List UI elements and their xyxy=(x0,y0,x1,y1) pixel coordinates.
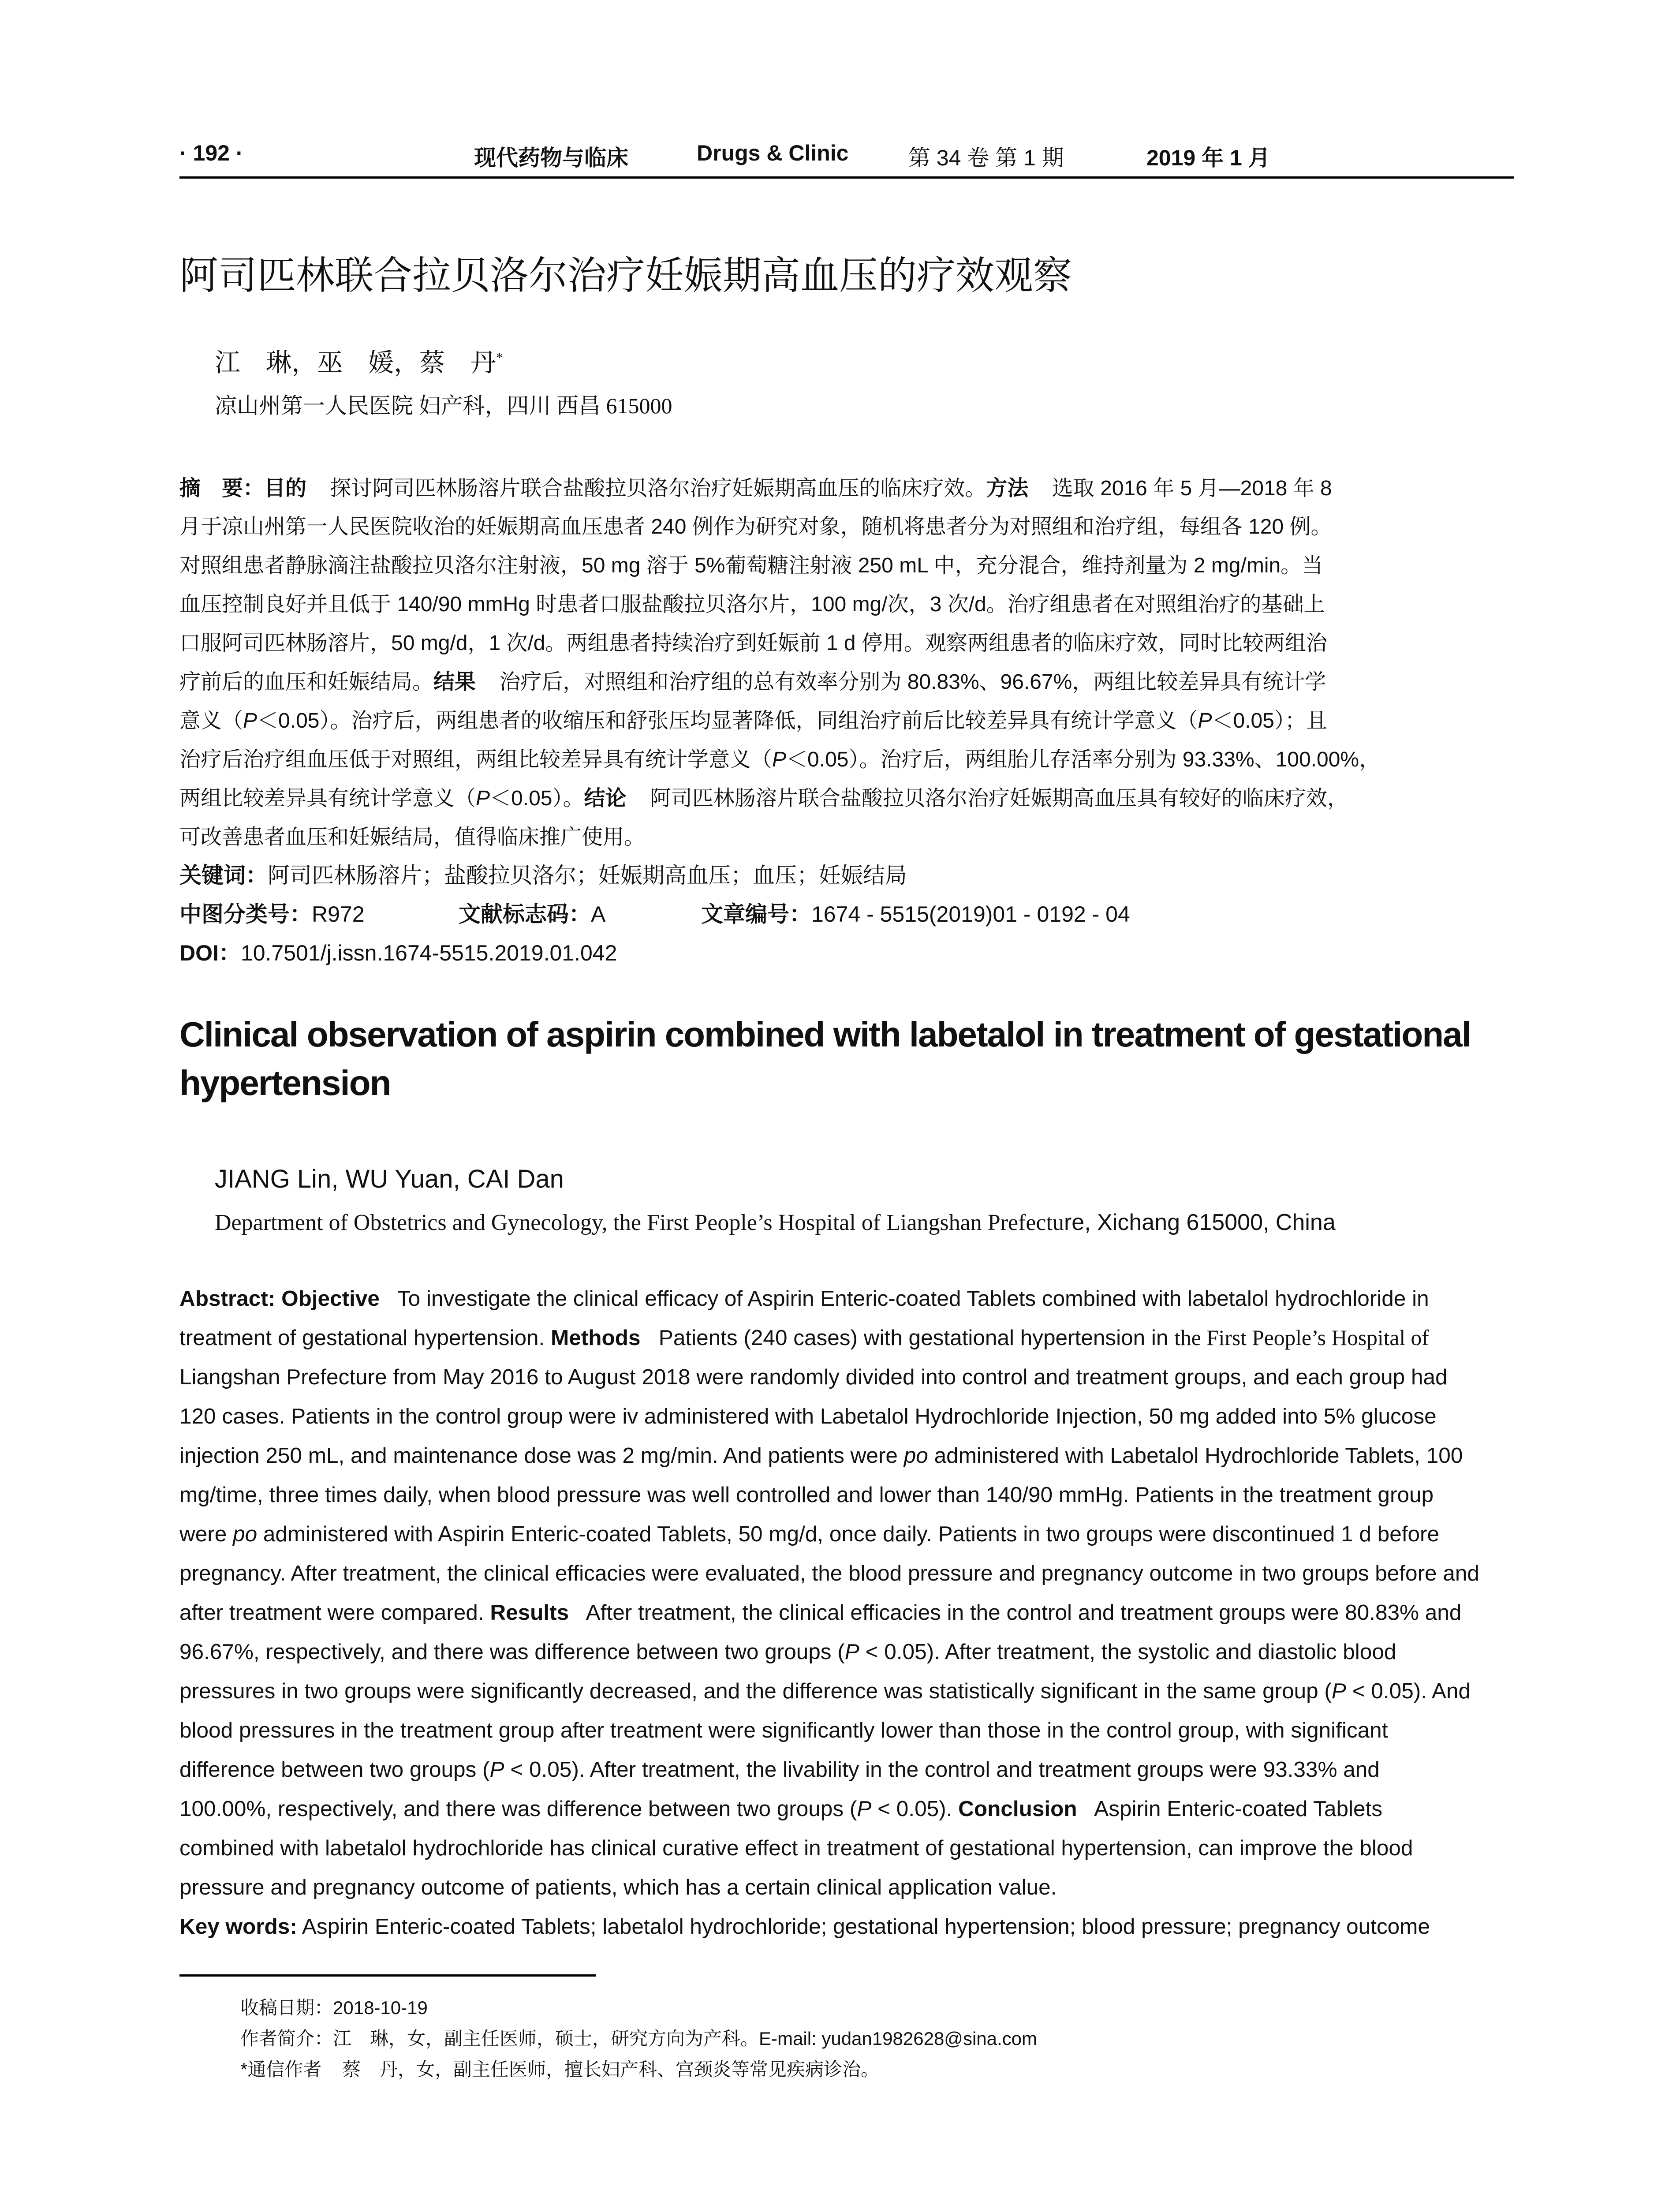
cn-keywords xyxy=(179,858,907,889)
cn-results-label: 结果 xyxy=(433,670,476,694)
cn-conclusion-label: 结论 xyxy=(584,787,627,810)
cn-title: 阿司匹林联合拉贝洛尔治疗妊娠期高血压的疗效观察 xyxy=(179,253,1072,298)
cn-keywords-text: 阿司匹林肠溶片；盐酸拉贝洛尔；妊娠期高血压；血压；妊娠结局 xyxy=(268,863,907,888)
en-methods-label: Methods xyxy=(551,1326,641,1350)
en-abstract-label: Abstract: xyxy=(179,1286,276,1311)
cn-author-names: 江 琳，巫 媛，蔡 丹 xyxy=(215,348,497,377)
cn-abstract-line: 血压控制良好并且低于 140/90 mmHg 时患者口服盐酸拉贝洛尔片，100 mg/次，3 次/d。治疗组患者在对照组治疗的基础上 xyxy=(179,593,1325,616)
cn-abstract-line: 摘 要：目的 探讨阿司匹林肠溶片联合盐酸拉贝洛尔治疗妊娠期高血压的临床疗效。方法 选取 2016 年 5 月—2018 年 8 xyxy=(179,477,1332,500)
en-keywords-text: Aspirin Enteric-coated Tablets; labetalol hydrochloride; gestational hypertension; blood pressure; pregnancy outcome xyxy=(302,1914,1430,1939)
en-abstract-line: pregnancy. After treatment, the clinical efficacies were evaluated, the blood pressure and pregnancy outcome in two groups before and xyxy=(179,1561,1479,1585)
cn-abstract-line: 治疗后治疗组血压低于对照组，两组比较差异具有统计学意义（P＜0.05）。治疗后，两组胎儿存活率分别为 93.33%、100.00%， xyxy=(179,748,1381,771)
cn-abstract-line: 口服阿司匹林肠溶片，50 mg/d，1 次/d。两组患者持续治疗到妊娠前 1 d 停用。观察两组患者的临床疗效，同时比较两组治 xyxy=(179,632,1327,655)
cn-abstract-line: 意义（P＜0.05）。治疗后，两组患者的收缩压和舒张压均显著降低，同组治疗前后比较差异具有统计学意义（P＜0.05）；且 xyxy=(179,709,1327,733)
footnote-corresponding: *通信作者 蔡 丹，女，副主任医师，擅长妇产科、宫颈炎等常见疾病诊治。 xyxy=(240,2059,880,2080)
cn-abstract-line: 可改善患者血压和妊娠结局，值得临床推广使用。 xyxy=(179,826,646,849)
cn-methods-label: 方法 xyxy=(986,477,1029,500)
doi xyxy=(179,935,617,967)
en-abstract-line: were po administered with Aspirin Enteric-coated Tablets, 50 mg/d, once daily. Patients in two groups were discontinued 1 d before xyxy=(179,1522,1440,1546)
cn-affiliation: 凉山州第一人民医院 妇产科，四川 西昌 615000 xyxy=(215,393,672,418)
en-abstract-line: blood pressures in the treatment group after treatment were significantly lower than those in the control group, with significant xyxy=(179,1718,1388,1742)
en-abstract-line: combined with labetalol hydrochloride has clinical curative effect in treatment of gestational hypertension, can improve the blood xyxy=(179,1836,1413,1860)
cn-classification: 中图分类号：R972 xyxy=(179,902,365,927)
en-abstract-line: Liangshan Prefecture from May 2016 to August 2018 were randomly divided into control and treatment groups, and each group had xyxy=(179,1365,1448,1389)
cn-abstract-label: 摘 要： xyxy=(179,477,265,500)
journal-name-en: Drugs & Clinic xyxy=(697,141,849,165)
en-abstract-line: difference between two groups (P < 0.05). After treatment, the livability in the control and treatment groups were 93.33% and xyxy=(179,1757,1380,1782)
footnote-received: 收稿日期：2018-10-19 xyxy=(240,1997,428,2018)
journal-name-cn: 现代药物与临床 xyxy=(474,146,628,170)
en-abstract-line: 100.00%, respectively, and there was difference between two groups (P < 0.05). Conclusion Aspirin Enteric-coated Tablets xyxy=(179,1797,1383,1821)
clc-number: R972 xyxy=(312,902,365,927)
cn-abstract-line: 两组比较差异具有统计学意义（P＜0.05）。结论 阿司匹林肠溶片联合盐酸拉贝洛尔治疗妊娠期高血压具有较好的临床疗效， xyxy=(179,787,1348,810)
en-abstract-line: Abstract: Objective To investigate the clinical efficacy of Aspirin Enteric-coated Tablets combined with labetalol hydrochloride in xyxy=(179,1286,1429,1311)
en-title-line-1: Clinical observation of aspirin combined with labetalol in treatment of gestational xyxy=(179,1015,1471,1054)
en-affiliation: Department of Obstetrics and Gynecology, the First People’s Hospital of Liangshan Prefecture, Xichang 615000, China xyxy=(215,1210,1336,1235)
cn-abstract-line: 疗前后的血压和妊娠结局。结果 治疗后，对照组和治疗组的总有效率分别为 80.83%、96.67%，两组比较差异具有统计学 xyxy=(179,670,1326,694)
volume-issue: 第 34 卷 第 1 期 xyxy=(908,146,1064,170)
en-abstract-line: after treatment were compared. Results After treatment, the clinical efficacies in the control and treatment groups were 80.83% and xyxy=(179,1600,1462,1625)
en-abstract-line: injection 250 mL, and maintenance dose was 2 mg/min. And patients were po administered with Labetalol Hydrochloride Tablets, 100 xyxy=(179,1443,1463,1468)
en-results-label: Results xyxy=(490,1600,569,1625)
issue-date: 2019 年 1 月 xyxy=(1146,146,1270,170)
cn-document-code: 文献标志码：A xyxy=(459,902,606,927)
en-objective-label: Objective xyxy=(281,1286,380,1311)
en-keywords xyxy=(179,1914,1430,1939)
en-abstract-line: 96.67%, respectively, and there was difference between two groups (P < 0.05). After treatment, the systolic and diastolic blood xyxy=(179,1640,1396,1664)
en-abstract-line: pressures in two groups were significantly decreased, and the difference was statistically significant in the same group (P < 0.05). And xyxy=(179,1679,1471,1703)
en-keywords-label: Key words: xyxy=(179,1914,297,1939)
en-abstract-line: mg/time, three times daily, when blood pressure was well controlled and lower than 140/90 mmHg. Patients in the treatment group xyxy=(179,1483,1434,1507)
cn-objective-label: 目的 xyxy=(264,477,307,500)
cn-abstract-line: 对照组患者静脉滴注盐酸拉贝洛尔注射液，50 mg 溶于 5%葡萄糖注射液 250 mL 中，充分混合，维持剂量为 2 mg/min。当 xyxy=(179,554,1323,577)
doi-label: DOI： xyxy=(179,941,241,965)
cn-keywords-label: 关键词： xyxy=(179,863,268,888)
header-rule xyxy=(179,176,1514,179)
cn-authors xyxy=(215,342,503,379)
corresponding-mark: * xyxy=(496,349,504,366)
en-abstract-line: 120 cases. Patients in the control group were iv administered with Labetalol Hydrochloride Injection, 50 mg added into 5% glucose xyxy=(179,1404,1437,1428)
en-abstract-line: treatment of gestational hypertension. Methods Patients (240 cases) with gestational hypertension in the First People’s Hospital of xyxy=(179,1326,1429,1350)
page-number: · 192 · xyxy=(179,141,243,165)
cn-abstract-line: 月于凉山州第一人民医院收治的妊娠期高血压患者 240 例作为研究对象，随机将患者分为对照组和治疗组，每组各 120 例。 xyxy=(179,515,1332,538)
en-abstract-line: pressure and pregnancy outcome of patients, which has a certain clinical application value. xyxy=(179,1875,1057,1899)
en-conclusion-label: Conclusion xyxy=(958,1797,1077,1821)
en-title-line-2: hypertension xyxy=(179,1063,391,1102)
doi-value: 10.7501/j.issn.1674-5515.2019.01.042 xyxy=(240,941,617,965)
footnote-rule xyxy=(179,1974,596,1977)
footnote-author-info: 作者简介：江 琳，女，副主任医师，硕士，研究方向为产科。E-mail: yudan1982628@sina.com xyxy=(240,2028,1038,2049)
cn-article-number: 文章编号：1674 - 5515(2019)01 - 0192 - 04 xyxy=(701,902,1130,927)
en-authors: JIANG Lin, WU Yuan, CAI Dan xyxy=(215,1165,564,1193)
